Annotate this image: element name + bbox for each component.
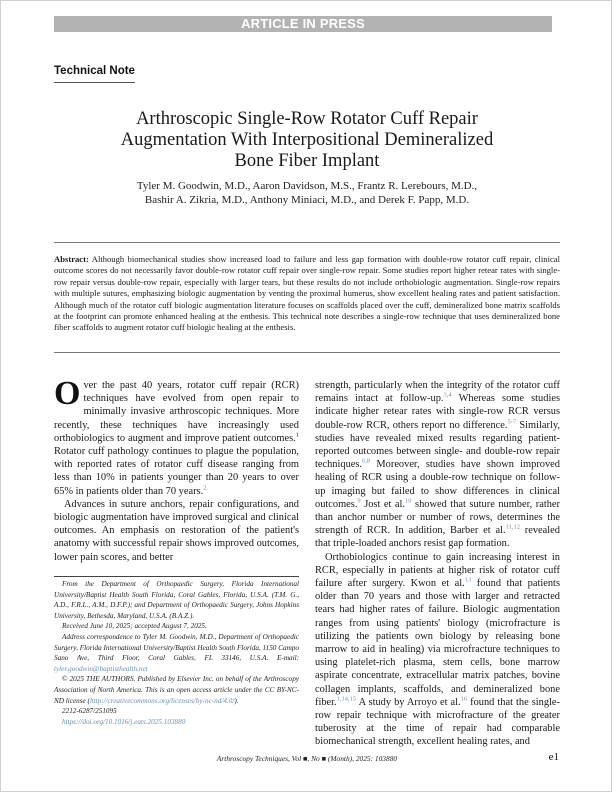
authors-line: Bashir A. Zikria, M.D., Anthony Miniaci, M.D., and Derek F. Papp, M.D. — [144, 194, 470, 206]
body-text: found that the single-row repair technique with microfracture of the greater tuberosity at the time of repair had comparable biomechanical strength, excellent healing rates, and — [315, 696, 560, 748]
section-label: Technical Note — [54, 65, 135, 83]
reference-marker[interactable]: 3,4 — [443, 391, 452, 399]
title-line: Bone Fiber Implant — [234, 151, 380, 171]
page-number: e1 — [548, 751, 559, 763]
copyright-text: © 2025 THE AUTHORS. Published by Elsevier Inc. on behalf of the Arthroscopy Association of North America. This is an open access article under the CC BY-NC-ND license ( — [54, 675, 299, 705]
reference-marker[interactable]: 11,12 — [505, 523, 520, 531]
body-column-left — [54, 375, 299, 564]
reference-marker[interactable]: 6,8 — [362, 457, 371, 465]
received-note: Received June 10, 2025; accepted August 7, 2025. — [62, 622, 207, 631]
correspondence-note — [54, 632, 299, 674]
authors-line: Tyler M. Goodwin, M.D., Aaron Davidson, M.S., Frantz R. Lerebours, M.D., — [136, 180, 478, 192]
title-line: Augmentation With Interpositional Demineralized — [120, 130, 494, 150]
issn-note: 2212-6287/251095 — [62, 707, 117, 716]
abstract-text: Although biomechanical studies show increased load to failure and less gap formation with double-row rotator cuff repair, clinical outcome scores do not necessarily favor double-row rotator cuff repair over single-row repair. Some studies report higher retear rates with single-row repair versus double-row repair, especially with larger tears, but these results do not include orthobiologic augmentation. Single-row repairs with multiple sutures, emphasizing biologic augmentation by venting the proximal humerus, show excellent healing rates and patient satisfaction. Although much of the rotator cuff biologic augmentation literature focuses on scaffolds placed over the cuff, demineralized bone matrix scaffolds at the footprint can promote enhanced healing at the enthesis. This technical note describes a single-row technique that uses demineralized bone fiber scaffolds to augment rotator cuff biologic healing at the enthesis. — [54, 254, 560, 333]
doi-link[interactable]: https://doi.org/10.1016/j.eats.2025.103880 — [62, 717, 186, 726]
journal-citation-footer: Arthroscopy Techniques, Vol ■, No ■ (Month), 2025: 103880 — [216, 754, 398, 763]
drop-cap: O — [54, 375, 81, 412]
article-title — [61, 109, 553, 172]
body-text: ver the past 40 years, rotator cuff repair (RCR) techniques have evolved from open repair to minimally invasive arthroscopic techniques. More recently, these techniques have increasingly used orthobiologics to augment and improve patient outcomes. — [54, 380, 299, 444]
footnote-divider — [54, 576, 299, 577]
body-text: Similarly, studies have revealed mixed results regarding patient-reported outcomes between single- and double-row repair techniques. — [315, 419, 560, 471]
license-link[interactable]: http://creativecommons.org/licenses/by-nc-nd/4.0/ — [89, 696, 235, 705]
reference-marker[interactable]: 10 — [405, 497, 412, 505]
body-text: found that patients older than 70 years and those with larger and retracted tears had higher rates of failure. Biologic augmentation ranges from using patients' biology (microfracture is utilizing the patients own biology by releasing bone marrow to aid in healing) via microfracture techniques to using platelet-rich plasma, stem cells, bone marrow aspirate concentrate, extracellular matrix patches, bovine collagen implants, scaffolds, and demineralized bone fiber. — [315, 578, 560, 708]
body-text: Whereas some studies indicate higher retear rates with single-row RCR versus double-row RCR, others report no difference. — [315, 393, 560, 431]
copyright-note — [54, 674, 299, 706]
article-in-press-banner: ARTICLE IN PRESS — [54, 16, 552, 32]
body-paragraph — [315, 379, 560, 551]
body-text: showed that suture number, rather than anchor number or number of rows, determines the strength of RCR. In addition, Barber et al. — [315, 498, 560, 537]
abstract — [54, 254, 560, 334]
body-paragraph: Advances in suture anchors, repair configurations, and biologic augmentation have improved surgical and clinical outcomes. An emphasis on restoration of the patient's anatomy with successful repair shows improved outcomes, lower pain scores, and better — [54, 498, 299, 563]
correspondence-text: Address correspondence to Tyler M. Goodwin, M.D., Department of Orthopaedic Surgery, Florida International University/Baptist Health South Florida, 1150 Campo Sano Ave, Third Floor, Coral Gables, FL 33146, U.S.A. E-mail: — [54, 632, 299, 663]
body-text: Orthobiologics continue to gain increasing interest in RCR, especially in patients at higher risk of rotator cuff failure after surgery. Kwon et al. — [315, 551, 560, 590]
title-line: Arthroscopic Single-Row Rotator Cuff Repair — [136, 109, 478, 129]
abstract-top-divider — [54, 242, 560, 243]
body-paragraph — [315, 551, 560, 749]
reference-marker[interactable]: 1 — [295, 431, 299, 439]
reference-marker[interactable]: 16 — [460, 695, 468, 703]
email-link[interactable]: tyler.goodwin@baptisthealth.net — [54, 664, 148, 673]
reference-marker[interactable]: 2 — [203, 484, 207, 492]
article-footnotes — [54, 579, 299, 727]
body-paragraph — [54, 375, 299, 498]
abstract-bottom-divider — [54, 352, 560, 353]
body-text: Moreover, studies have shown improved healing of RCR using a double-row technique on follow-up imaging but failed to show differences in clinical outcomes. — [315, 459, 560, 510]
affiliation-note: From the Department of Orthopaedic Surgery, Florida International University/Baptist Health South Florida, Coral Gables, Florida, U.S.A. (T.M. G., A.D., F.R.L., A.M., D.F.P.); and Department of Orthopaedic Surgery, Johns Hopkins University, Bethesda, Maryland, U.S.A. (B.A.Z.). — [54, 580, 299, 620]
author-list — [61, 179, 553, 207]
reference-marker[interactable]: 5-7 — [507, 418, 517, 426]
abstract-label: Abstract: — [54, 254, 89, 264]
doi-note — [54, 717, 299, 728]
body-text: Jost et al. — [360, 498, 406, 510]
body-text: A study by Arroyo et al. — [356, 696, 461, 708]
reference-marker[interactable]: 1,14,15 — [336, 695, 357, 703]
body-text: strength, particularly when the integrity of the rotator cuff remains intact at follow-up. — [315, 380, 560, 405]
copyright-end: ). — [234, 696, 239, 705]
body-text: Rotator cuff pathology continues to plague the population, with reported rates of rotator cuff disease ranging from less than 10% in patients younger than 20 years to over 65% in patients older than 70 years. — [54, 446, 299, 497]
reference-marker[interactable]: 13 — [464, 576, 472, 584]
body-text: revealed that triple-loaded anchors resist gap formation. — [315, 525, 560, 550]
reference-marker[interactable]: 9 — [357, 497, 361, 505]
body-column-right — [315, 379, 560, 749]
